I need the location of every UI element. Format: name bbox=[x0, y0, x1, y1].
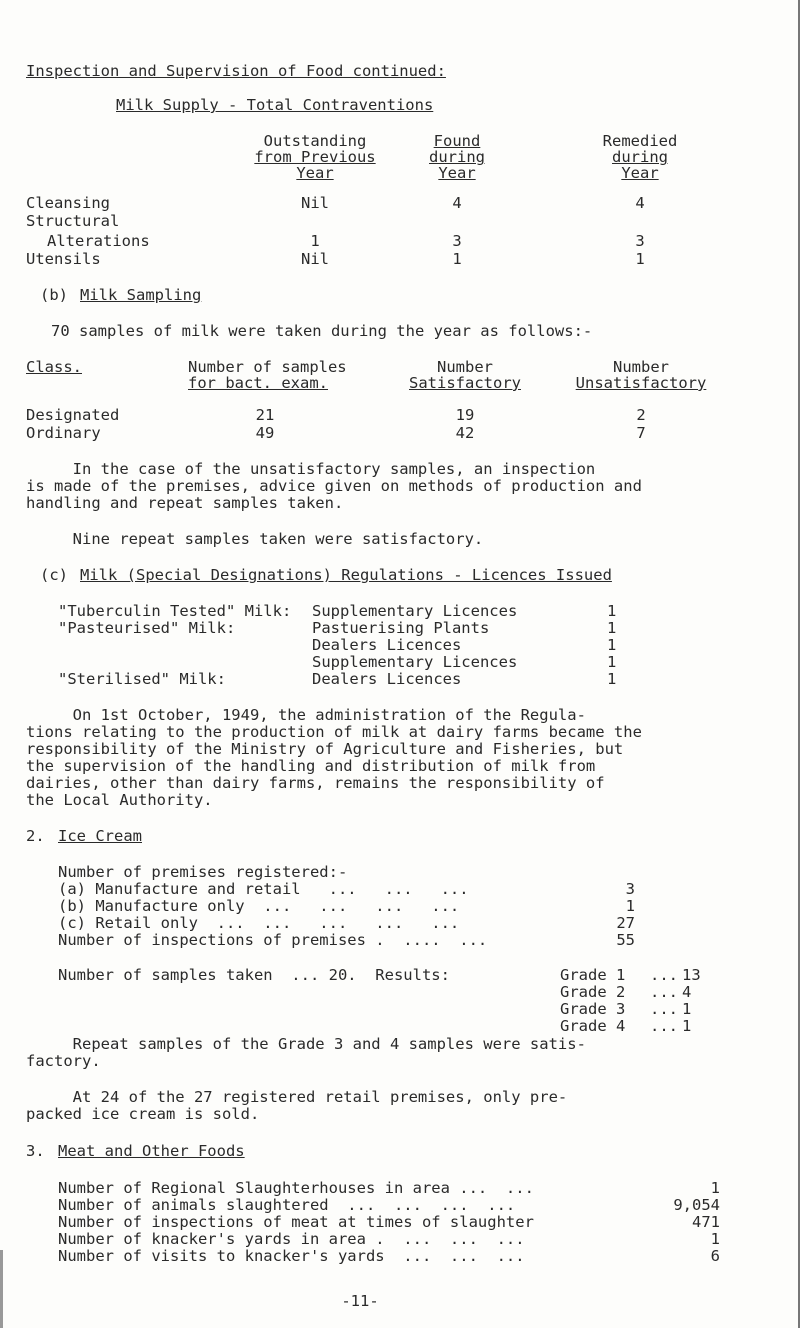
licence-count: 1 bbox=[607, 653, 617, 671]
milk-type: "Tuberculin Tested" Milk: bbox=[58, 602, 292, 620]
paragraph-line: handling and repeat samples taken. bbox=[26, 494, 344, 512]
col-satisfactory-l2: Satisfactory bbox=[409, 374, 521, 392]
grade-label: Grade 4 bbox=[560, 1017, 626, 1035]
grade-value: 1 bbox=[682, 1017, 692, 1035]
list-line: (a) Manufacture and retail ... ... ... bbox=[58, 880, 469, 898]
grade-label: Grade 2 bbox=[560, 983, 626, 1001]
licence-count: 1 bbox=[607, 602, 617, 620]
paragraph-line: packed ice cream is sold. bbox=[26, 1105, 260, 1123]
list-value: 27 bbox=[616, 914, 635, 932]
subsection-title: Milk (Special Designations) Regulations - Licences Issued bbox=[80, 566, 612, 584]
col-bact-l2: for bact. exam. bbox=[188, 374, 328, 392]
licence-type: Pastuerising Plants bbox=[312, 619, 490, 637]
list-line: (b) Manufacture only ... ... ... ... bbox=[58, 897, 460, 915]
cell-value: Nil bbox=[301, 194, 329, 212]
list-value: 6 bbox=[710, 1247, 720, 1265]
cell-value: 7 bbox=[636, 424, 646, 442]
cell-value: 1 bbox=[452, 250, 462, 268]
row-label: Structural bbox=[26, 212, 120, 230]
paragraph-line: responsibility of the Ministry of Agriculture and Fisheries, but bbox=[26, 740, 624, 758]
section-heading: Inspection and Supervision of Food continued: bbox=[26, 62, 446, 80]
paragraph-line: tions relating to the production of milk at dairy farms became the bbox=[26, 723, 642, 741]
cell-value: 42 bbox=[455, 424, 475, 442]
paragraph-line: dairies, other than dairy farms, remains the responsibility of bbox=[26, 774, 605, 792]
list-line: Number of Regional Slaughterhouses in area ... ... bbox=[58, 1179, 534, 1197]
section-title: Ice Cream bbox=[58, 827, 142, 845]
list-value: 1 bbox=[710, 1179, 720, 1197]
col-remedied-l3: Year bbox=[621, 164, 659, 182]
grade-dots: ... bbox=[650, 983, 678, 1001]
page-number: -11- bbox=[341, 1292, 379, 1310]
col-outstanding-l1: Outstanding bbox=[263, 132, 367, 150]
col-unsatisfactory-l2: Unsatisfactory bbox=[575, 374, 707, 392]
list-value: 55 bbox=[616, 931, 635, 949]
licence-type: Supplementary Licences bbox=[312, 602, 518, 620]
col-remedied-l1: Remedied bbox=[602, 132, 678, 150]
col-unsatisfactory-l1: Number bbox=[613, 358, 669, 376]
grade-value: 1 bbox=[682, 1000, 692, 1018]
row-label: Cleansing bbox=[26, 194, 110, 212]
col-remedied-l2: during bbox=[612, 148, 668, 166]
cell-value: 49 bbox=[255, 424, 275, 442]
col-found-l1: Found bbox=[433, 132, 481, 150]
paragraph-line: On 1st October, 1949, the administration of the Regula- bbox=[26, 706, 586, 724]
binding-edge-mark bbox=[0, 1250, 3, 1328]
cell-value: 21 bbox=[255, 406, 275, 424]
list-line: Number of visits to knacker's yards ... ... ... bbox=[58, 1247, 525, 1265]
cell-value: 2 bbox=[636, 406, 646, 424]
grade-dots: ... bbox=[650, 966, 678, 984]
licence-type: Dealers Licences bbox=[312, 670, 462, 688]
list-line: (c) Retail only ... ... ... ... ... bbox=[58, 914, 460, 932]
subsection-label: (c) bbox=[40, 566, 68, 584]
col-outstanding-l3: Year bbox=[296, 164, 334, 182]
list-line: Number of premises registered:- bbox=[58, 863, 348, 881]
list-value: 9,054 bbox=[673, 1196, 720, 1214]
paragraph-line: the supervision of the handling and distribution of milk from bbox=[26, 757, 596, 775]
paragraph-line: the Local Authority. bbox=[26, 791, 213, 809]
licence-type: Supplementary Licences bbox=[312, 653, 518, 671]
grade-label: Grade 3 bbox=[560, 1000, 626, 1018]
list-line: Number of knacker's yards in area . ... ... ... bbox=[58, 1230, 525, 1248]
licence-count: 1 bbox=[607, 670, 617, 688]
milk-type: "Sterilised" Milk: bbox=[58, 670, 226, 688]
row-class: Ordinary bbox=[26, 424, 101, 442]
paragraph-line: Nine repeat samples taken were satisfactory. bbox=[26, 530, 484, 548]
row-label: Utensils bbox=[26, 250, 101, 268]
sampling-intro: 70 samples of milk were taken during the year as follows:- bbox=[51, 322, 593, 340]
paragraph-line: In the case of the unsatisfactory samples, an inspection bbox=[26, 460, 596, 478]
col-found-l3: Year bbox=[438, 164, 476, 182]
licence-count: 1 bbox=[607, 619, 617, 637]
paragraph-line: factory. bbox=[26, 1052, 101, 1070]
list-line: Number of inspections of meat at times of slaughter bbox=[58, 1213, 534, 1231]
col-found-l2: during bbox=[429, 148, 485, 166]
cell-value: 3 bbox=[452, 232, 462, 250]
list-value: 1 bbox=[710, 1230, 720, 1248]
paragraph-line: At 24 of the 27 registered retail premises, only pre- bbox=[26, 1088, 568, 1106]
list-line: Number of animals slaughtered ... ... ... ... bbox=[58, 1196, 516, 1214]
milk-type: "Pasteurised" Milk: bbox=[58, 619, 236, 637]
paragraph-line: is made of the premises, advice given on methods of production and bbox=[26, 477, 642, 495]
samples-line: Number of samples taken ... 20. Results: bbox=[58, 966, 450, 984]
cell-value: 1 bbox=[310, 232, 320, 250]
list-value: 1 bbox=[625, 897, 635, 915]
grade-value: 4 bbox=[682, 983, 692, 1001]
grade-dots: ... bbox=[650, 1000, 678, 1018]
grade-value: 13 bbox=[682, 966, 701, 984]
cell-value: 19 bbox=[455, 406, 475, 424]
licence-count: 1 bbox=[607, 636, 617, 654]
list-value: 471 bbox=[692, 1213, 720, 1231]
section-number: 2. bbox=[26, 827, 45, 845]
licence-type: Dealers Licences bbox=[312, 636, 462, 654]
subsection-label: (b) bbox=[40, 286, 68, 304]
grade-label: Grade 1 bbox=[560, 966, 626, 984]
subsection-title: Milk Sampling bbox=[80, 286, 202, 304]
cell-value: Nil bbox=[301, 250, 329, 268]
col-class: Class. bbox=[26, 358, 82, 376]
cell-value: 1 bbox=[635, 250, 645, 268]
col-bact-l1: Number of samples bbox=[188, 358, 347, 376]
grade-dots: ... bbox=[650, 1017, 678, 1035]
section-number: 3. bbox=[26, 1142, 45, 1160]
section-title: Meat and Other Foods bbox=[58, 1142, 245, 1160]
col-outstanding-l2: from Previous bbox=[254, 148, 376, 166]
subsection-heading: Milk Supply - Total Contraventions bbox=[116, 96, 434, 114]
cell-value: 4 bbox=[452, 194, 462, 212]
paragraph-line: Repeat samples of the Grade 3 and 4 samples were satis- bbox=[26, 1035, 586, 1053]
cell-value: 4 bbox=[635, 194, 645, 212]
cell-value: 3 bbox=[635, 232, 645, 250]
list-line: Number of inspections of premises . .... ... bbox=[58, 931, 488, 949]
row-class: Designated bbox=[26, 406, 120, 424]
col-satisfactory-l1: Number bbox=[437, 358, 493, 376]
list-value: 3 bbox=[625, 880, 635, 898]
row-label: Alterations bbox=[47, 232, 150, 250]
